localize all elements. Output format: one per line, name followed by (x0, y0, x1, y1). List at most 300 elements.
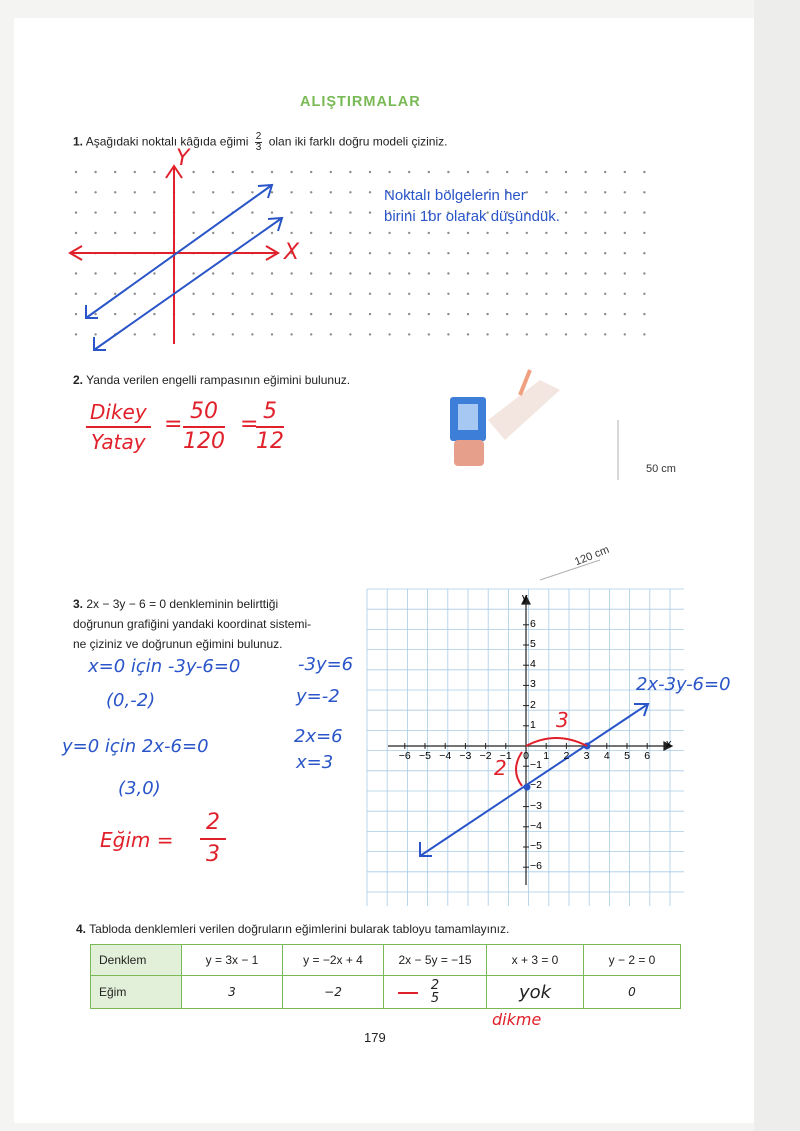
paper-dot (369, 252, 371, 254)
paper-dot (545, 313, 547, 315)
q2-result-fraction (256, 398, 284, 456)
paper-dot (388, 272, 390, 274)
paper-dot (643, 171, 645, 173)
paper-dot (94, 293, 96, 295)
q4-answer-1: 3 (182, 976, 283, 1009)
paper-dot (75, 313, 77, 315)
y-tick-label: 1 (530, 718, 536, 731)
paper-dot (192, 272, 194, 274)
q4-header-slope: Eğim (91, 976, 182, 1009)
paper-dot (290, 333, 292, 335)
paper-dot (114, 232, 116, 234)
q2-equals-2: = (240, 412, 259, 437)
paper-dot (624, 252, 626, 254)
q4-prompt (76, 922, 509, 936)
paper-dot (94, 333, 96, 335)
paper-dot (94, 232, 96, 234)
paper-dot (271, 293, 273, 295)
x-tick-label: 1 (543, 750, 550, 762)
paper-dot (467, 333, 469, 335)
paper-dot (134, 171, 136, 173)
paper-dot (643, 293, 645, 295)
q4-answer-2: −2 (283, 976, 384, 1009)
paper-dot (565, 232, 567, 234)
paper-dot (506, 252, 508, 254)
paper-dot (271, 333, 273, 335)
q4-row-equations (91, 945, 681, 976)
paper-dot (565, 293, 567, 295)
paper-dot (388, 333, 390, 335)
paper-dot (212, 313, 214, 315)
x-tick-label: −1 (499, 750, 512, 762)
paper-dot (114, 293, 116, 295)
q4-table (90, 944, 681, 1009)
paper-dot (624, 191, 626, 193)
q1-x-label: X (284, 240, 300, 265)
paper-dot (565, 272, 567, 274)
ramp-length-label: 120 cm (573, 543, 612, 569)
paper-dot (565, 313, 567, 315)
paper-dot (388, 293, 390, 295)
q4-answer-4: yok (487, 976, 584, 1009)
q3-work-5: y=0 için 2x-6=0 (62, 736, 209, 757)
q1-note (384, 185, 560, 227)
q3-text-line3: ne çiziniz ve doğrunun eğimini bulunuz. (73, 637, 283, 651)
q3-work-6: 2x=6 (294, 726, 343, 747)
paper-dot (486, 232, 488, 234)
paper-dot (428, 313, 430, 315)
q3-slope-marks (516, 738, 587, 786)
paper-dot (192, 211, 194, 213)
paper-dot (192, 293, 194, 295)
paper-dot (408, 333, 410, 335)
paper-dot (369, 171, 371, 173)
q3-prompt (73, 594, 311, 654)
paper-dot (584, 211, 586, 213)
paper-dot (369, 211, 371, 213)
paper-dot (310, 333, 312, 335)
q3-graph-equation: 2x-3y-6=0 (636, 674, 731, 695)
paper-dot (388, 171, 390, 173)
paper-dot (290, 191, 292, 193)
paper-dot (624, 171, 626, 173)
y-tick-label: −2 (530, 779, 542, 792)
paper-dot (75, 333, 77, 335)
paper-dot (271, 191, 273, 193)
paper-dot (369, 313, 371, 315)
q2-work-den: Yatay (91, 430, 146, 454)
paper-dot (212, 232, 214, 234)
paper-dot (388, 232, 390, 234)
paper-dot (369, 293, 371, 295)
paper-dot (643, 313, 645, 315)
q2-result-num: 5 (256, 398, 284, 428)
paper-dot (467, 232, 469, 234)
q3-text-line1: 2x − 3y − 6 = 0 denkleminin belirttiği (86, 597, 279, 611)
paper-dot (624, 313, 626, 315)
paper-dot (330, 313, 332, 315)
paper-dot (310, 293, 312, 295)
q2-equals-1: = (164, 412, 183, 437)
paper-dot (251, 191, 253, 193)
paper-dot (486, 313, 488, 315)
paper-dot (545, 171, 547, 173)
q4-row-slopes (91, 976, 681, 1009)
paper-dot (153, 191, 155, 193)
paper-dot (310, 272, 312, 274)
paper-dot (232, 272, 234, 274)
x-tick-label: 6 (644, 750, 651, 762)
paper-dot (584, 252, 586, 254)
paper-dot (486, 272, 488, 274)
paper-dot (134, 293, 136, 295)
paper-dot (75, 232, 77, 234)
paper-dot (75, 171, 77, 173)
q4-note-below: dikme (492, 1010, 542, 1029)
paper-dot (212, 191, 214, 193)
paper-dot (153, 211, 155, 213)
paper-dot (643, 252, 645, 254)
paper-dot (134, 272, 136, 274)
paper-dot (192, 313, 194, 315)
q3-run-label: 3 (556, 708, 569, 732)
paper-dot (447, 171, 449, 173)
x-tick-label: −2 (479, 750, 492, 762)
paper-dot (192, 191, 194, 193)
paper-dot (290, 211, 292, 213)
q3-slope-label: Eğim = (100, 828, 174, 852)
q4-eq-2: y = −2x + 4 (283, 945, 384, 976)
paper-dot (467, 252, 469, 254)
q1-note-line2: birini 1br olarak düşündük. (384, 208, 560, 225)
y-tick-label: −4 (530, 819, 542, 832)
paper-dot (467, 171, 469, 173)
paper-dot (604, 252, 606, 254)
paper-dot (212, 211, 214, 213)
paper-dot (153, 333, 155, 335)
paper-dot (330, 211, 332, 213)
paper-dot (408, 232, 410, 234)
x-tick-label: 2 (563, 750, 570, 762)
paper-dot (545, 252, 547, 254)
paper-dot (330, 333, 332, 335)
q1-note-line1: Noktalı bölgelerin her (384, 187, 526, 204)
q3-slope-num: 2 (200, 808, 226, 840)
paper-dot (114, 191, 116, 193)
y-tick-label: 2 (530, 698, 536, 711)
q2-text: Yanda verilen engelli rampasının eğimini bulunuz. (86, 373, 351, 387)
paper-dot (310, 171, 312, 173)
q2-mid-num: 50 (183, 398, 225, 428)
q3-slope-den: 3 (206, 842, 220, 867)
paper-dot (290, 232, 292, 234)
y-tick-label: 5 (530, 638, 536, 650)
paper-dot (467, 313, 469, 315)
q4-eq-1: y = 3x − 1 (182, 945, 283, 976)
paper-dot (584, 232, 586, 234)
paper-dot (153, 313, 155, 315)
paper-dot (310, 313, 312, 315)
paper-dot (408, 293, 410, 295)
y-tick-label: 4 (530, 658, 536, 671)
paper-dot (114, 171, 116, 173)
paper-dot (584, 313, 586, 315)
q1-line-1 (86, 185, 272, 318)
paper-dot (545, 293, 547, 295)
q4-number: 4. (76, 922, 87, 936)
paper-dot (75, 293, 77, 295)
paper-dot (643, 211, 645, 213)
paper-dot (349, 272, 351, 274)
paper-dot (153, 171, 155, 173)
q4-answer-3-den: 5 (430, 991, 440, 1006)
x-tick-label: −5 (419, 750, 431, 762)
paper-dot (388, 313, 390, 315)
paper-dot (349, 211, 351, 213)
paper-dot (114, 272, 116, 274)
paper-dot (134, 313, 136, 315)
paper-dot (153, 272, 155, 274)
paper-dot (565, 191, 567, 193)
paper-dot (604, 313, 606, 315)
paper-dot (349, 293, 351, 295)
paper-dot (506, 313, 508, 315)
paper-dot (212, 333, 214, 335)
q3-work-7: (3,0) (118, 778, 161, 799)
paper-dot (349, 191, 351, 193)
paper-dot (349, 232, 351, 234)
paper-dot (369, 272, 371, 274)
paper-dot (526, 252, 528, 254)
y-tick-label: −3 (530, 799, 542, 812)
paper-dot (604, 211, 606, 213)
paper-dot (310, 191, 312, 193)
x-tick-label: 4 (603, 750, 610, 762)
paper-dot (330, 293, 332, 295)
q4-eq-5: y − 2 = 0 (584, 945, 681, 976)
paper-dot (330, 252, 332, 254)
q3-rise-label: 2 (494, 756, 507, 780)
paper-dot (134, 211, 136, 213)
paper-dot (526, 293, 528, 295)
paper-dot (408, 272, 410, 274)
x-tick-label: 3 (583, 750, 590, 762)
paper-dot (153, 293, 155, 295)
q3-work-1: x=0 için -3y-6=0 (88, 656, 241, 677)
q4-eq-4: x + 3 = 0 (487, 945, 584, 976)
paper-dot (94, 171, 96, 173)
paper-dot (192, 232, 194, 234)
q1-number: 1. (73, 134, 84, 149)
paper-dot (330, 272, 332, 274)
paper-dot (604, 171, 606, 173)
paper-dot (486, 252, 488, 254)
paper-dot (114, 211, 116, 213)
paper-dot (584, 272, 586, 274)
q4-answer-3 (384, 976, 487, 1009)
paper-dot (467, 293, 469, 295)
paper-dot (134, 333, 136, 335)
q3-y-axis-label: y (522, 592, 528, 604)
paper-dot (624, 211, 626, 213)
q3-work-8: x=3 (296, 752, 334, 773)
paper-dot (428, 333, 430, 335)
q4-text: Tabloda denklemleri verilen doğruların eğimlerini bularak tabloyu tamamlayınız. (89, 922, 510, 936)
paper-dot (349, 252, 351, 254)
q4-answer-3-num: 2 (430, 978, 440, 993)
paper-dot (486, 171, 488, 173)
paper-dot (94, 211, 96, 213)
paper-dot (447, 232, 449, 234)
paper-dot (486, 293, 488, 295)
paper-dot (75, 272, 77, 274)
q1-prompt (73, 132, 447, 153)
q3-work-3: (0,-2) (106, 690, 156, 711)
paper-dot (545, 333, 547, 335)
paper-dot (251, 313, 253, 315)
paper-dot (447, 333, 449, 335)
paper-dot (310, 232, 312, 234)
paper-dot (114, 313, 116, 315)
paper-dot (624, 293, 626, 295)
paper-dot (526, 171, 528, 173)
paper-dot (643, 232, 645, 234)
q2-number: 2. (73, 373, 84, 387)
paper-dot (624, 272, 626, 274)
paper-dot (349, 313, 351, 315)
paper-dot (330, 171, 332, 173)
paper-dot (232, 333, 234, 335)
paper-dot (75, 191, 77, 193)
paper-dot (624, 232, 626, 234)
q3-number: 3. (73, 597, 84, 611)
paper-dot (212, 293, 214, 295)
paper-dot (251, 211, 253, 213)
paper-dot (251, 293, 253, 295)
paper-dot (526, 232, 528, 234)
q3-work-2: -3y=6 (298, 654, 354, 675)
paper-dot (604, 333, 606, 335)
paper-dot (369, 333, 371, 335)
paper-dot (643, 272, 645, 274)
x-tick-label: −4 (439, 750, 452, 762)
q3-text-line2: doğrunun grafiğini yandaki koordinat sistemi- (73, 617, 312, 631)
paper-dot (251, 333, 253, 335)
paper-dot (251, 171, 253, 173)
paper-dot (584, 191, 586, 193)
q2-mid-fraction (183, 398, 225, 456)
x-tick-label: 0 (523, 750, 529, 762)
q1-y-label: Y (176, 146, 190, 171)
paper-dot (584, 171, 586, 173)
paper-dot (526, 333, 528, 335)
paper-dot (545, 272, 547, 274)
paper-dot (271, 211, 273, 213)
q1-slope-den: 3 (255, 142, 262, 153)
paper-dot (251, 232, 253, 234)
paper-dot (428, 252, 430, 254)
paper-dot (232, 293, 234, 295)
paper-dot (643, 191, 645, 193)
paper-dot (408, 252, 410, 254)
paper-dot (290, 171, 292, 173)
paper-dot (192, 333, 194, 335)
paper-dot (506, 293, 508, 295)
paper-dot (94, 191, 96, 193)
paper-dot (271, 272, 273, 274)
paper-dot (506, 333, 508, 335)
paper-dot (290, 293, 292, 295)
paper-dot (565, 171, 567, 173)
q1-line-2 (94, 218, 282, 350)
paper-dot (232, 313, 234, 315)
paper-dot (134, 191, 136, 193)
paper-dot (565, 211, 567, 213)
q3-work-4: y=-2 (296, 686, 340, 707)
paper-dot (192, 171, 194, 173)
y-tick-label: 3 (530, 678, 536, 691)
paper-dot (310, 211, 312, 213)
y-tick-label: −5 (530, 840, 542, 852)
paper-dot (604, 293, 606, 295)
paper-dot (428, 171, 430, 173)
paper-dot (643, 333, 645, 335)
paper-dot (604, 272, 606, 274)
paper-dot (94, 313, 96, 315)
paper-dot (447, 293, 449, 295)
paper-dot (232, 232, 234, 234)
paper-dot (75, 211, 77, 213)
paper-dot (290, 272, 292, 274)
q2-mid-den: 120 (183, 429, 225, 454)
y-tick-label: −6 (530, 860, 542, 873)
paper-dot (624, 333, 626, 335)
paper-dot (428, 293, 430, 295)
paper-dot (506, 232, 508, 234)
paper-dot (349, 333, 351, 335)
paper-dot (232, 191, 234, 193)
paper-dot (212, 272, 214, 274)
q2-result-den: 12 (256, 429, 284, 454)
paper-dot (545, 232, 547, 234)
paper-dot (94, 272, 96, 274)
paper-dot (428, 232, 430, 234)
paper-dot (565, 333, 567, 335)
paper-dot (604, 232, 606, 234)
q3-x-axis-label: x (666, 738, 672, 750)
q1-slope-fraction (255, 132, 263, 153)
paper-dot (584, 333, 586, 335)
q4-eq-3: 2x − 5y = −15 (384, 945, 487, 976)
paper-dot (271, 232, 273, 234)
paper-dot (271, 171, 273, 173)
paper-dot (584, 293, 586, 295)
q2-work-fraction (86, 398, 151, 456)
paper-dot (408, 313, 410, 315)
q4-header-equation: Denklem (91, 945, 182, 976)
paper-dot (604, 191, 606, 193)
paper-dot (506, 272, 508, 274)
paper-dot (330, 191, 332, 193)
paper-dot (369, 232, 371, 234)
q2-prompt (73, 373, 350, 387)
paper-dot (447, 272, 449, 274)
paper-dot (526, 272, 528, 274)
paper-dot (153, 232, 155, 234)
paper-dot (408, 171, 410, 173)
q1-slope-num: 2 (255, 131, 262, 142)
paper-dot (388, 252, 390, 254)
